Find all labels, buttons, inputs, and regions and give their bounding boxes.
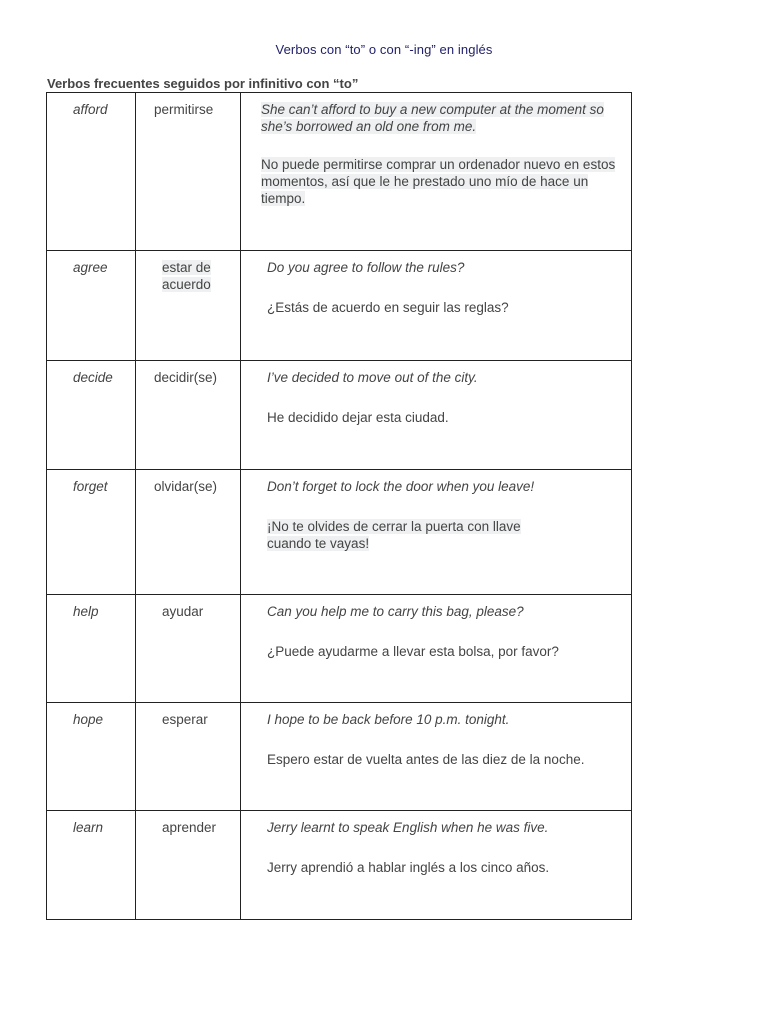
translation-cell bbox=[136, 361, 241, 470]
table-row bbox=[47, 703, 632, 811]
example-english: Jerry learnt to speak English when he was five. bbox=[267, 820, 549, 835]
verb-spanish-text: estar de acuerdo bbox=[162, 260, 211, 292]
example-spanish bbox=[261, 156, 617, 207]
example-spanish: ¿Estás de acuerdo en seguir las reglas? bbox=[267, 300, 509, 315]
verb-spanish: esperar bbox=[162, 712, 208, 727]
verb-english: decide bbox=[73, 370, 113, 385]
verb-english: learn bbox=[73, 820, 104, 835]
verb-cell bbox=[47, 811, 136, 920]
example-cell bbox=[241, 811, 632, 920]
table-row bbox=[47, 93, 632, 251]
verb-cell bbox=[47, 251, 136, 361]
example-cell bbox=[241, 470, 632, 595]
example-cell bbox=[241, 93, 632, 251]
verb-spanish: permitirse bbox=[154, 102, 214, 117]
verbs-table bbox=[46, 92, 632, 920]
verb-english: afford bbox=[73, 102, 108, 117]
verb-english: hope bbox=[73, 712, 104, 727]
example-spanish: Espero estar de vuelta antes de las diez de la noche. bbox=[267, 752, 585, 767]
example-spanish-text: No puede permitirse comprar un ordenador nuevo en estos momentos, así que le he prestado uno mío de hace un tiempo. bbox=[261, 157, 616, 206]
translation-cell bbox=[136, 811, 241, 920]
example-spanish: ¿Puede ayudarme a llevar esta bolsa, por favor? bbox=[267, 644, 559, 659]
verb-cell bbox=[47, 470, 136, 595]
example-spanish: Jerry aprendió a hablar inglés a los cinco años. bbox=[267, 860, 550, 875]
example-spanish bbox=[267, 518, 541, 552]
verb-spanish: decidir(se) bbox=[154, 370, 218, 385]
verb-cell bbox=[47, 361, 136, 470]
verb-cell bbox=[47, 595, 136, 703]
table-row bbox=[47, 361, 632, 470]
example-english: I’ve decided to move out of the city. bbox=[267, 370, 478, 385]
example-cell bbox=[241, 595, 632, 703]
translation-cell bbox=[136, 703, 241, 811]
section-heading: Verbos frecuentes seguidos por infinitivo con “to” bbox=[47, 76, 359, 91]
verb-english: help bbox=[73, 604, 99, 619]
table-row bbox=[47, 595, 632, 703]
example-english: I hope to be back before 10 p.m. tonight. bbox=[267, 712, 510, 727]
example-cell bbox=[241, 703, 632, 811]
translation-cell bbox=[136, 251, 241, 361]
verb-cell bbox=[47, 93, 136, 251]
example-cell bbox=[241, 361, 632, 470]
verb-cell bbox=[47, 703, 136, 811]
example-english: Don’t forget to lock the door when you leave! bbox=[267, 479, 535, 494]
verb-spanish: aprender bbox=[162, 820, 217, 835]
verb-spanish: olvidar(se) bbox=[154, 479, 218, 494]
verb-spanish: ayudar bbox=[162, 604, 204, 619]
table-row bbox=[47, 811, 632, 920]
verb-english: agree bbox=[73, 260, 108, 275]
example-spanish-text: ¡No te olvides de cerrar la puerta con llave cuando te vayas! bbox=[267, 519, 521, 551]
example-english: Can you help me to carry this bag, please? bbox=[267, 604, 524, 619]
translation-cell bbox=[136, 470, 241, 595]
example-spanish: He decidido dejar esta ciudad. bbox=[267, 410, 449, 425]
example-english-text: She can’t afford to buy a new computer at the moment so she’s borrowed an old one from me. bbox=[261, 102, 604, 134]
verb-english: forget bbox=[73, 479, 108, 494]
example-cell bbox=[241, 251, 632, 361]
verb-spanish bbox=[136, 251, 240, 293]
table-row bbox=[47, 470, 632, 595]
translation-cell bbox=[136, 93, 241, 251]
document-title: Verbos con “to” o con “-ing” en inglés bbox=[275, 42, 493, 57]
table-row bbox=[47, 251, 632, 361]
translation-cell bbox=[136, 595, 241, 703]
example-english: Do you agree to follow the rules? bbox=[267, 260, 465, 275]
example-english bbox=[261, 101, 617, 135]
